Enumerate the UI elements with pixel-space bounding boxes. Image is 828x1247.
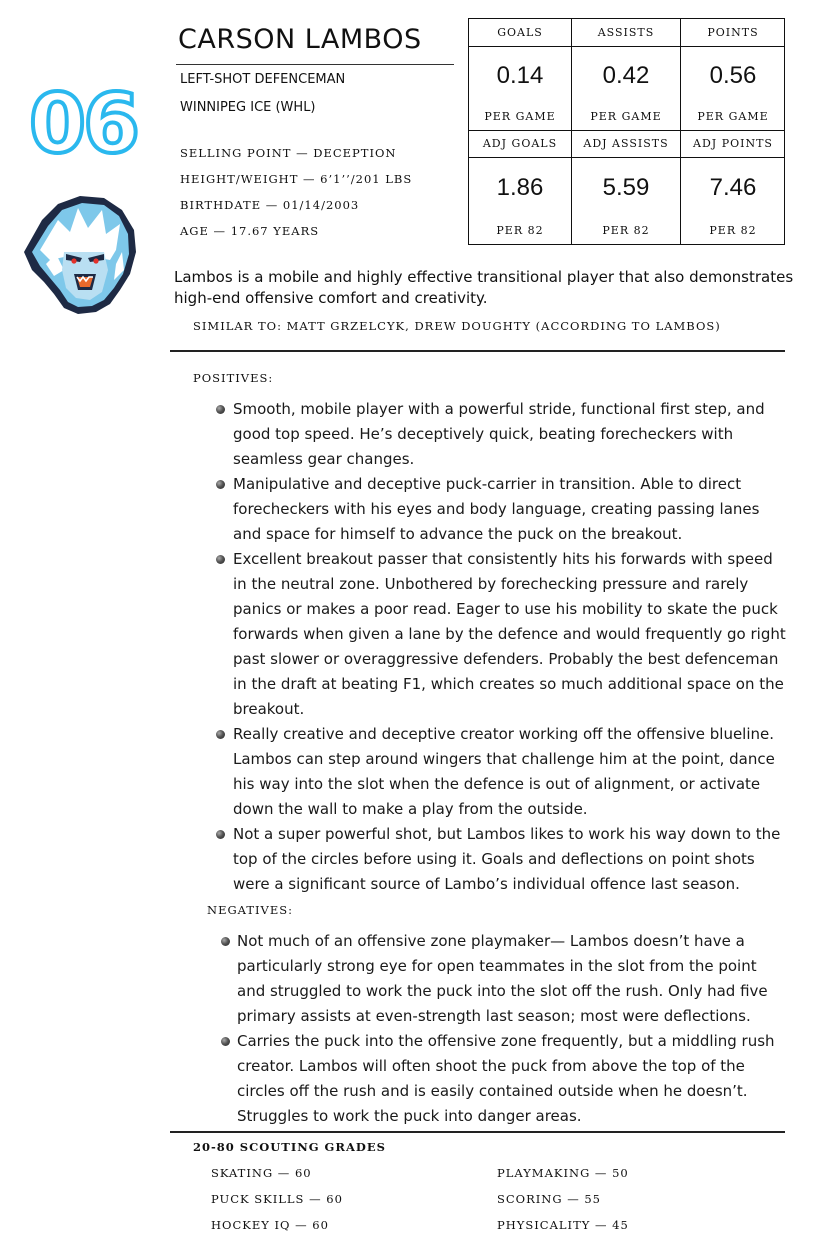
grade-playmaking: PLAYMAKING — 50 [497,1166,629,1180]
negatives-title: NEGATIVES: [207,903,293,917]
stat-unit: PER 82 [602,224,650,237]
similar-players: SIMILAR TO: MATT GRZELCYK, DREW DOUGHTY (ACCORDING TO LAMBOS) [193,319,721,333]
positive-item: Manipulative and deceptive puck-carrier in transition. Able to direct forecheckers with his eyes and body language, creating passing lanes and space for himself to advance the puck on the breakout. [233,472,789,547]
stats-table [468,18,785,245]
stat-value: 0.14 [496,62,544,89]
winnipeg-ice-yeti-logo-icon [18,190,140,315]
stat-value: 5.59 [602,174,650,201]
height-weight: HEIGHT/WEIGHT — 6’1’’/201 LBS [180,172,413,186]
grade-physicality: PHYSICALITY — 45 [497,1218,629,1232]
stat-value: 0.42 [602,62,650,89]
name-divider [176,64,454,65]
stat-unit: PER 82 [496,224,544,237]
stat-unit: PER 82 [709,224,757,237]
negative-item: Not much of an offensive zone playmaker— Lambos doesn’t have a particularly strong eye for open teammates in the slot from the point and struggled to work the puck into the slot off the rush. Only had five primary assists at even-strength last season; most were deflections. [237,929,789,1029]
stat-header: POINTS [707,26,759,39]
grade-puck-skills: PUCK SKILLS — 60 [211,1192,343,1206]
player-position: LEFT-SHOT DEFENCEMAN [180,72,346,87]
stat-header: ADJ GOALS [482,137,558,150]
stat-header: ADJ ASSISTS [583,137,669,150]
bullet-icon [216,830,225,839]
jersey-number [18,78,148,168]
bullet-icon [216,480,225,489]
stat-header: ADJ POINTS [693,137,773,150]
selling-point: SELLING POINT — DECEPTION [180,146,397,160]
negative-item: Carries the puck into the offensive zone frequently, but a middling rush creator. Lambos will often shoot the puck from above the top of the circles off the rush and is easily contained outside when he doesn’t. Struggles to work the puck into danger areas. [237,1029,789,1129]
stat-unit: PER GAME [697,110,769,123]
grade-scoring: SCORING — 55 [497,1192,601,1206]
grade-hockey-iq: HOCKEY IQ — 60 [211,1218,329,1232]
stat-header: GOALS [497,26,543,39]
positive-item: Smooth, mobile player with a powerful stride, functional first step, and good top speed. He’s deceptively quick, beating forecheckers with seamless gear changes. [233,397,789,472]
bullet-icon [221,937,230,946]
stat-unit: PER GAME [484,110,556,123]
positives-list [233,397,789,897]
positives-title: POSITIVES: [193,371,274,385]
section-divider [170,1131,785,1133]
player-name: CARSON LAMBOS [178,24,422,55]
stat-value: 7.46 [709,174,757,201]
positive-item: Not a super powerful shot, but Lambos likes to work his way down to the top of the circles before using it. Goals and deflections on point shots were a significant source of Lambo’s individual offence last season. [233,822,789,897]
summary-text: Lambos is a mobile and highly effective transitional player that also demonstrates high-end offensive comfort and creativity. [174,268,794,307]
player-team: WINNIPEG ICE (WHL) [180,100,316,115]
section-divider [170,350,785,352]
stat-header: ASSISTS [597,26,655,39]
bullet-icon [216,730,225,739]
stat-unit: PER GAME [590,110,662,123]
positive-item: Really creative and deceptive creator working off the offensive blueline. Lambos can step around wingers that challenge him at the point, dance his way into the slot when the defence is out of alignment, or activate down the wall to make a play from the outside. [233,722,789,822]
svg-text:06: 06 [28,78,138,168]
stat-value: 0.56 [709,62,757,89]
grade-skating: SKATING — 60 [211,1166,312,1180]
bullet-icon [216,405,225,414]
age: AGE — 17.67 YEARS [180,224,320,238]
grades-title: 20-80 SCOUTING GRADES [193,1140,386,1154]
bullet-icon [221,1037,230,1046]
negatives-list [237,929,789,1129]
stat-value: 1.86 [496,174,544,201]
birthdate: BIRTHDATE — 01/14/2003 [180,198,360,212]
positive-item: Excellent breakout passer that consistently hits his forwards with speed in the neutral zone. Unbothered by forechecking pressure and rarely panics or makes a poor read. Eager to use his mobility to skate the puck forwards when given a lane by the defence and would frequently go right past slower or overaggressive defenders. Probably the best defenceman in the draft at beating F1, which creates so much additional space on the breakout. [233,547,789,722]
bullet-icon [216,555,225,564]
